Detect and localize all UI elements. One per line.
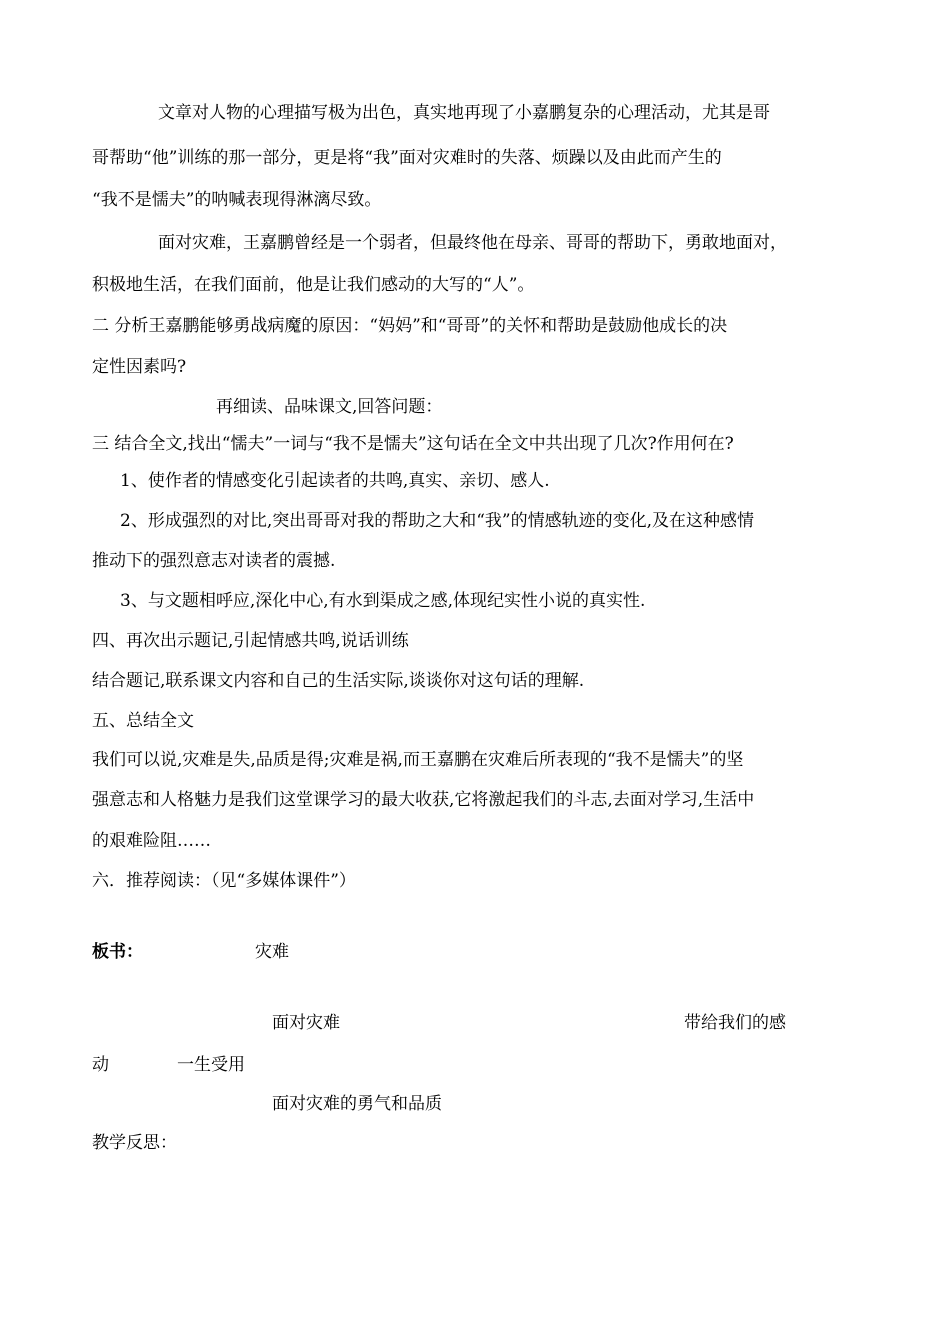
para1-line1: 文章对人物的心理描写极为出色，真实地再现了小嘉鹏复杂的心理活动，尤其是哥 — [158, 103, 770, 123]
para2-line2: 积极地生活，在我们面前，他是让我们感动的大写的“人”。 — [92, 275, 535, 295]
section6-recommended-reading: 六．推荐阅读：（见“多媒体课件”） — [92, 871, 356, 891]
section4-heading: 四、再次出示题记,引起情感共鸣,说话训练 — [92, 631, 409, 651]
board-face-disaster: 面对灾难 — [272, 1013, 340, 1033]
board-touch-part2: 动 — [92, 1055, 109, 1075]
para1-line3: “我不是懦夫”的呐喊表现得淋漓尽致。 — [92, 190, 382, 210]
board-disaster: 灾难 — [255, 942, 289, 962]
section3-heading: 三 结合全文,找出“懦夫”一词与“我不是懦夫”这句话在全文中共出现了几次?作用何在? — [92, 434, 734, 454]
section5-line2: 强意志和人格魅力是我们这堂课学习的最大收获,它将激起我们的斗志,去面对学习,生活中 — [92, 790, 755, 810]
section3-item2-line2: 推动下的强烈意志对读者的震撼. — [92, 551, 336, 571]
section5-line3: 的艰难险阻…… — [92, 831, 211, 851]
section3-item1: 1、使作者的情感变化引起读者的共鸣,真实、亲切、感人. — [120, 471, 550, 491]
para1-line2: 哥帮助“他”训练的那一部分，更是将“我”面对灾难时的失落、烦躁以及由此而产生的 — [92, 148, 722, 168]
section2-line1: 二 分析王嘉鹏能够勇战病魔的原因：“妈妈”和“哥哥”的关怀和帮助是鼓励他成长的决 — [92, 316, 728, 336]
board-touch-part1: 带给我们的感 — [684, 1013, 786, 1033]
board-courage: 面对灾难的勇气和品质 — [272, 1094, 442, 1114]
section3-item2-line1: 2、形成强烈的对比,突出哥哥对我的帮助之大和“我”的情感轨迹的变化,及在这种感情 — [120, 511, 755, 531]
section5-line1: 我们可以说,灾难是失,品质是得;灾难是祸,而王嘉鹏在灾难后所表现的“我不是懦夫”的坚 — [92, 750, 744, 770]
section5-heading: 五、总结全文 — [92, 711, 194, 731]
para2-line1: 面对灾难，王嘉鹏曾经是一个弱者，但最终他在母亲、哥哥的帮助下，勇敢地面对， — [158, 233, 787, 253]
teaching-reflection-label: 教学反思： — [92, 1133, 177, 1153]
section3-item3: 3、与文题相呼应,深化中心,有水到渠成之感,体现纪实性小说的真实性. — [120, 591, 646, 611]
board-lifelong: 一生受用 — [177, 1055, 245, 1075]
section4-body: 结合题记,联系课文内容和自己的生活实际,谈谈你对这句话的理解. — [92, 671, 585, 691]
reread-instruction: 再细读、品味课文,回答问题： — [216, 397, 443, 417]
board-label: 板书： — [92, 942, 143, 962]
section2-line2: 定性因素吗? — [92, 357, 187, 377]
